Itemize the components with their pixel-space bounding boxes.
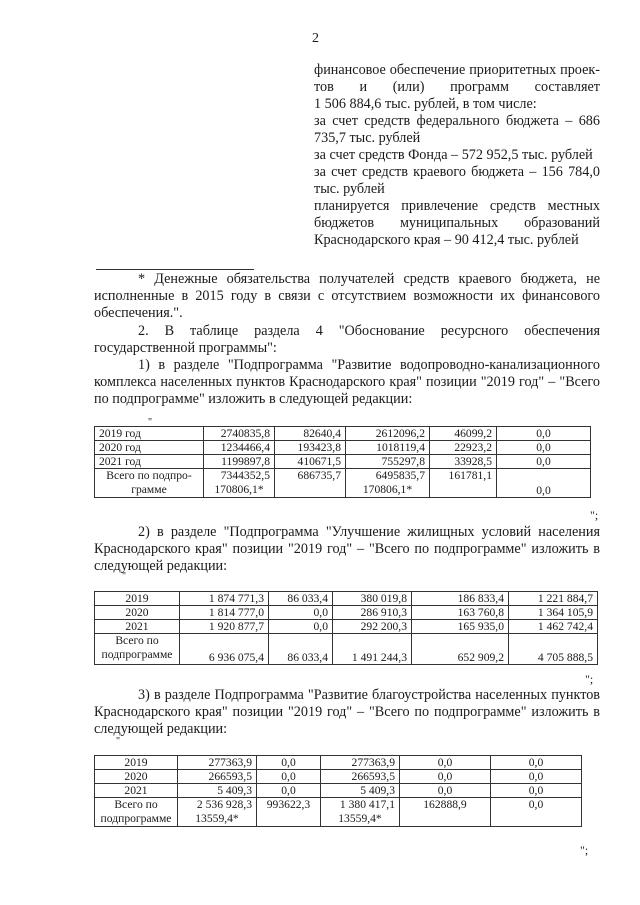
table-cell: 380 019,8 (333, 592, 412, 606)
table-cell: 1 920 877,7 (180, 620, 269, 634)
table-cell: 1234466,4 (204, 441, 275, 455)
table-cell: 1 491 244,3 (333, 634, 412, 665)
table-cell: 2020 год (95, 441, 204, 455)
table-row (95, 756, 582, 770)
table-cell: 161781,1 (430, 469, 497, 498)
subitem-3-block (94, 687, 600, 738)
table-3 (94, 755, 582, 827)
table-cell: 186 833,4 (412, 592, 509, 606)
total-label-cell (95, 469, 204, 498)
table-cell: 193423,8 (275, 441, 346, 455)
funding-line-3: 1 506 884,6 тыс. рублей, в том числе: (314, 96, 537, 112)
table-row-total (95, 798, 582, 813)
item-2-text: 2. В таблице раздела 4 "Обоснование ресурсного обеспечения государственной программы": (94, 323, 600, 356)
table-row (95, 770, 582, 784)
table-1 (94, 426, 591, 498)
table-cell: 0,0 (497, 455, 591, 469)
table-cell: 1 814 777,0 (180, 606, 269, 620)
table-cell: 993622,3 (257, 798, 321, 827)
table-cell: 6495835,7 (346, 469, 430, 484)
table-cell: 0,0 (497, 469, 591, 498)
table-cell: 46099,2 (430, 427, 497, 441)
table-cell: 7344352,5 (204, 469, 275, 484)
funding-summary-block (314, 62, 600, 249)
table-cell: 686735,7 (275, 469, 346, 498)
footnote-text-block (94, 271, 600, 408)
table-cell: 0,0 (497, 441, 591, 455)
total-label-cell (95, 798, 178, 827)
table-cell: 2612096,2 (346, 427, 430, 441)
table-cell: 292 200,3 (333, 620, 412, 634)
open-quote-1: " (148, 417, 153, 428)
table-cell: 0,0 (257, 756, 321, 770)
footnote-text: * Денежные обязательства получателей средств краевого бюджета, не исполненные в 2015 году в связи с отсутствием возможности их финансового обеспечения.". (94, 271, 600, 321)
table-cell: 0,0 (400, 756, 491, 770)
open-quote-3: " (116, 736, 121, 747)
table-row (95, 592, 598, 606)
subitem-1-text: 1) в разделе "Подпрограмма "Развитие водопроводно-канализационного комплекса населенных пунктов Краснодарского края" позиции "2019 год" – "Всего по подпрограмме" изложить в следующей редакции: (94, 357, 600, 407)
table-cell: 6 936 075,4 (180, 634, 269, 665)
total-label-line-1: Всего по подпро- (106, 469, 192, 482)
funding-fund: за счет средств Фонда – 572 952,5 тыс. рублей (314, 147, 593, 163)
table-cell: 33928,5 (430, 455, 497, 469)
table-cell: 0,0 (491, 756, 582, 770)
table-cell: 0,0 (491, 798, 582, 827)
table-cell: 0,0 (400, 770, 491, 784)
table-row (95, 441, 591, 455)
subitem-3-text: 3) в разделе Подпрограмма "Развитие благоустройства населенных пунктов Краснодарского края" позиции "2019 год" – "Всего по подпрограмме" изложить в следующей редакции: (94, 687, 600, 737)
table-cell: 162888,9 (400, 798, 491, 827)
table-cell: 0,0 (269, 620, 333, 634)
total-label-line-2: подпрограмме (100, 812, 172, 825)
table-cell: 2019 (95, 756, 178, 770)
table-cell: 277363,9 (178, 756, 257, 770)
total-label-cell (95, 634, 180, 665)
table-cell: 2021 (95, 620, 180, 634)
total-label-line-1: Всего по (115, 634, 159, 647)
table-cell: 2740835,8 (204, 427, 275, 441)
table-cell: 1 221 884,7 (509, 592, 598, 606)
table-cell: 2020 (95, 770, 178, 784)
funding-local: планируется привлечение средств местных бюджетов муниципальных образований Краснодарского края – 90 412,4 тыс. рублей (314, 198, 600, 248)
table-2 (94, 591, 598, 665)
table-cell: 0,0 (269, 606, 333, 620)
close-quote-2: "; (585, 672, 594, 686)
table-cell: 0,0 (257, 770, 321, 784)
total-label-line-2: грамме (131, 483, 167, 496)
table-cell: 1 462 742,4 (509, 620, 598, 634)
funding-regional: за счет средств краевого бюджета – 156 784,0 тыс. рублей (314, 164, 600, 197)
table-cell: 2021 год (95, 455, 204, 469)
table-cell: 5 409,3 (178, 784, 257, 798)
table-cell: 86 033,4 (269, 634, 333, 665)
table-cell: 0,0 (491, 784, 582, 798)
table-cell: 266593,5 (178, 770, 257, 784)
table-cell: 277363,9 (321, 756, 400, 770)
table-row (95, 606, 598, 620)
table-cell: 1 364 105,9 (509, 606, 598, 620)
table-cell: 0,0 (497, 427, 591, 441)
table-cell: 13559,4* (321, 812, 400, 827)
funding-line-1: финансовое обеспечение приоритетных проек- (314, 62, 600, 78)
page-number: 2 (312, 31, 319, 46)
table-cell: 266593,5 (321, 770, 400, 784)
table-row-total (95, 469, 591, 484)
table-row (95, 427, 591, 441)
table-row (95, 620, 598, 634)
table-cell: 170806,1* (346, 483, 430, 498)
subitem-2-block (94, 524, 600, 575)
table-cell: 2019 (95, 592, 180, 606)
funding-line-2: тов и (или) программ составляет (314, 79, 600, 95)
table-cell: 22923,2 (430, 441, 497, 455)
table-cell: 0,0 (400, 784, 491, 798)
table-cell: 2020 (95, 606, 180, 620)
table-cell: 0,0 (491, 770, 582, 784)
table-cell: 0,0 (257, 784, 321, 798)
table-cell: 4 705 888,5 (509, 634, 598, 665)
total-label-line-1: Всего по (114, 798, 158, 811)
table-cell: 755297,8 (346, 455, 430, 469)
table-cell: 1199897,8 (204, 455, 275, 469)
table-row (95, 455, 591, 469)
table-cell: 652 909,2 (412, 634, 509, 665)
table-cell: 286 910,3 (333, 606, 412, 620)
close-quote-1: "; (590, 508, 599, 522)
table-cell: 170806,1* (204, 483, 275, 498)
open-quote-2: " (122, 571, 127, 582)
close-quote-3: "; (580, 843, 589, 857)
table-cell: 2019 год (95, 427, 204, 441)
table-cell: 1 380 417,1 (321, 798, 400, 813)
table-cell: 5 409,3 (321, 784, 400, 798)
table-cell: 1 874 771,3 (180, 592, 269, 606)
table-cell: 165 935,0 (412, 620, 509, 634)
table-cell: 86 033,4 (269, 592, 333, 606)
table-cell: 2021 (95, 784, 178, 798)
table-cell: 2 536 928,3 (178, 798, 257, 813)
table-cell: 13559,4* (178, 812, 257, 827)
footnote-divider (96, 269, 254, 270)
table-cell: 410671,5 (275, 455, 346, 469)
table-cell: 82640,4 (275, 427, 346, 441)
subitem-2-text: 2) в разделе "Подпрограмма "Улучшение жилищных условий населения Краснодарского края" позиции "2019 год" – "Всего по подпрограмме" изложить в следующей редакции: (94, 524, 600, 574)
table-row (95, 784, 582, 798)
table-cell: 163 760,8 (412, 606, 509, 620)
funding-federal: за счет средств федерального бюджета – 686 735,7 тыс. рублей (314, 113, 600, 146)
table-cell: 1018119,4 (346, 441, 430, 455)
table-row-total (95, 634, 598, 665)
total-label-line-2: подпрограмме (101, 648, 173, 661)
